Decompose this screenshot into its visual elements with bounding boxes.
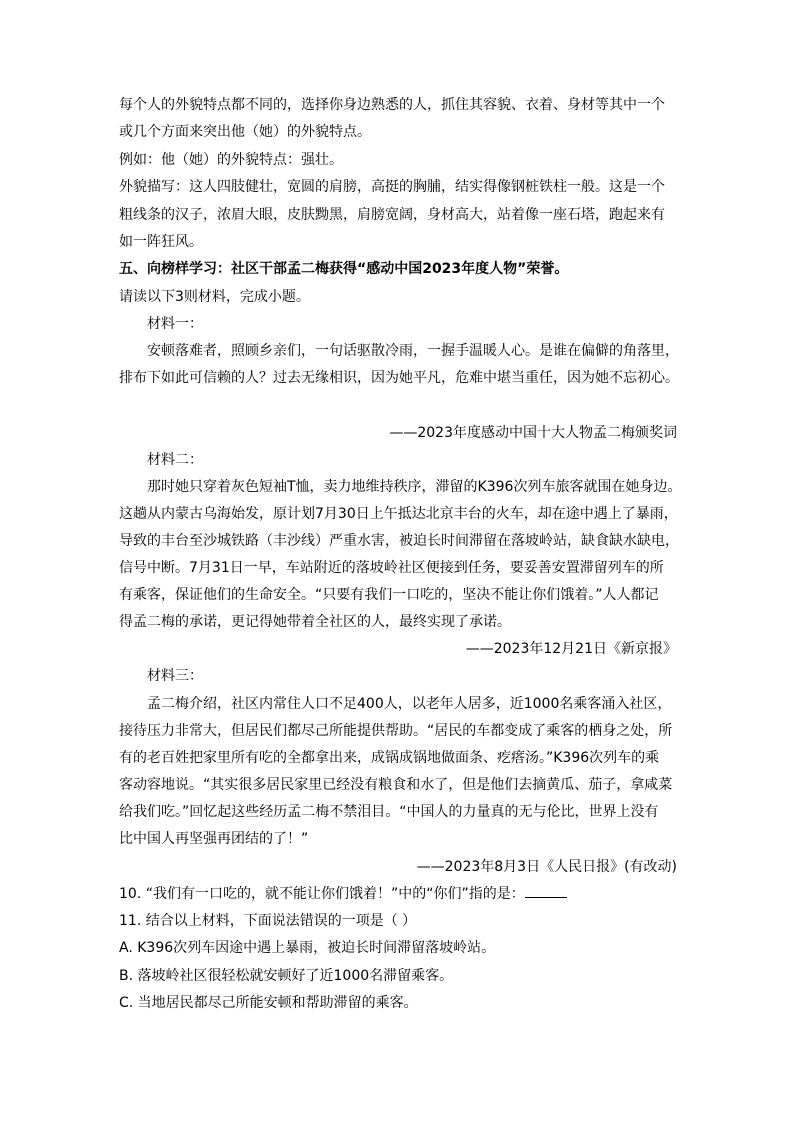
material3-line-5: 给我们吃。”回忆起这些经历孟二梅不禁泪目。“中国人的力量真的无与伦比，世界上没有	[119, 804, 659, 820]
material1-line-2: 排布下如此可信赖的人？过去无缘相识，因为她平凡，危难中堪当重任，因为她不忘初心。	[119, 370, 679, 386]
option-b: B. 落坡岭社区很轻松就安顿好了近1000名滞留乘客。	[119, 968, 454, 984]
intro-example: 例如：他（她）的外貌特点：强壮。	[119, 152, 343, 168]
material2-label: 材料二：	[147, 452, 203, 468]
material2-line-3: 导致的丰台至沙城铁路（丰沙线）严重水害，被迫长时间滞留在落坡岭站，缺食缺水缺电，	[119, 533, 679, 549]
material1-label: 材料一：	[147, 316, 203, 332]
intro-desc-1: 外貌描写：这人四肢健壮，宽圆的肩膀，高挺的胸脯，结实得像钢桩铁柱一般。这是一个	[119, 179, 665, 195]
material3-line-3: 有的老百姓把家里所有吃的全都拿出来，成锅成锅地做面条、疙瘩汤。”K396次列车的乘	[119, 750, 660, 766]
option-a: A. K396次列车因途中遇上暴雨，被迫长时间滞留落坡岭站。	[119, 940, 496, 956]
material2-line-5: 有乘客，保证他们的生命安全。“只要有我们一口吃的，坚决不能让你们饿着。”人人都记	[119, 587, 659, 603]
material2-line-1: 那时她只穿着灰色短袖T恤，卖力地维持秩序，滞留的K396次列车旅客就围在她身边。	[147, 479, 682, 495]
question-11: 11. 结合以上材料，下面说法错误的一项是（ ）	[119, 913, 417, 929]
material3-line-1: 孟二梅介绍，社区内常住人口不足400人，以老年人居多，近1000名乘客涌入社区，	[147, 696, 672, 712]
material1-line-1: 安顿落难者，照顾乡亲们，一句话驱散冷雨，一握手温暖人心。是谁在偏僻的角落里，	[147, 343, 679, 359]
material2-line-2: 这趟从内蒙古乌海始发，原计划7月30日上午抵达北京丰台的火车，却在途中遇上了暴雨，	[119, 506, 678, 522]
intro-desc-2: 粗线条的汉子，浓眉大眼，皮肤黝黑，肩膀宽阔，身材高大，站着像一座石塔，跑起来有	[119, 207, 665, 223]
material1-source: ——2023年度感动中国十大人物孟二梅颁奖词	[389, 425, 677, 441]
material3-label: 材料三：	[147, 668, 203, 684]
intro-desc-3: 如一阵狂风。	[119, 234, 203, 250]
material3-source: ——2023年8月3日《人民日报》(有改动)	[416, 859, 677, 875]
section-heading: 五、向榜样学习：社区干部孟二梅获得“感动中国2023年度人物”荣誉。	[119, 261, 569, 277]
intro-line-2: 或几个方面来突出他（她）的外貌特点。	[119, 124, 371, 140]
material3-line-6: 比中国人再坚强再团结的了！”	[119, 831, 309, 847]
material2-source: ——2023年12月21日《新京报》	[465, 641, 677, 657]
question-10	[119, 885, 689, 903]
question-10-text: 10. “我们有一口吃的，就不能让你们饿着！”中的“你们”指的是：	[119, 886, 525, 902]
material2-line-6: 得孟二梅的承诺，更记得她带着全社区的人，最终实现了承诺。	[119, 614, 511, 630]
material3-line-4: 客动容地说。“其实很多居民家里已经没有粮食和水了，但是他们去摘黄瓜、茄子，拿咸菜	[119, 777, 673, 793]
material2-line-4: 信号中断。7月31日一早，车站附近的落坡岭社区便接到任务，要妥善安置滞留列车的所	[119, 560, 664, 576]
material3-line-2: 接待压力非常大，但居民们都尽己所能提供帮助。“居民的车都变成了乘客的栖身之处，所	[119, 723, 673, 739]
answer-blank[interactable]	[525, 885, 567, 898]
intro-line-1: 每个人的外貌特点都不同的，选择你身边熟悉的人，抓住其容貌、衣着、身材等其中一个	[119, 97, 665, 113]
option-c: C. 当地居民都尽己所能安顿和帮助滞留的乘客。	[119, 995, 418, 1011]
section-instruction: 请读以下3则材料，完成小题。	[119, 289, 310, 305]
